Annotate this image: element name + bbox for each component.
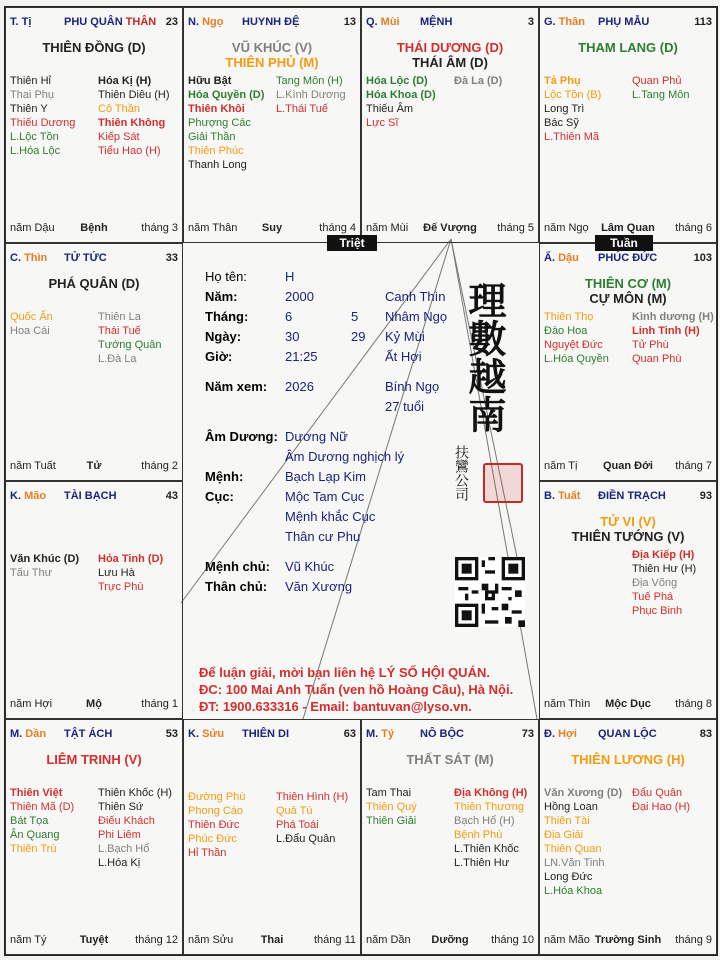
- minor-star: Bạch Hổ (H): [454, 815, 515, 827]
- than-chu-label: Thân chủ:: [205, 579, 268, 594]
- minor-star: Tướng Quân: [98, 339, 162, 351]
- palace-age: 53: [165, 728, 178, 740]
- palace-footer: [10, 460, 178, 474]
- minor-star: Thiên Khốc (H): [98, 787, 172, 799]
- palace-age: 13: [343, 16, 356, 28]
- main-star: VŨ KHÚC (V): [231, 40, 313, 55]
- tuan-tag: Tuần: [595, 235, 653, 251]
- palace-age: 43: [165, 490, 178, 502]
- minor-star: Thiên Đức: [188, 819, 240, 831]
- minor-star: Thiên Quý: [366, 801, 417, 813]
- main-star: THIÊN PHỦ (M): [225, 55, 319, 70]
- minor-star: Đại Hao (H): [632, 801, 691, 813]
- palace-name: PHÚC ĐỨC: [598, 252, 658, 264]
- minor-star: Quan Phù: [632, 353, 682, 365]
- branch-label: C. Thìn: [10, 252, 48, 264]
- minor-star: LN.Văn Tinh: [544, 857, 605, 869]
- month-label: tháng 12: [135, 934, 178, 946]
- minor-star: Thiên Khôi: [188, 103, 245, 115]
- palace-header: [188, 16, 356, 30]
- minor-star: Lộc Tồn (B): [544, 89, 602, 101]
- palace-footer: [544, 934, 712, 948]
- palace-header: [544, 728, 712, 742]
- nam-am-lich: Canh Thìn: [385, 289, 446, 304]
- menh-label: Mệnh:: [205, 469, 244, 484]
- minor-star: Linh Tinh (H): [632, 325, 700, 337]
- menh-chu-value: Vũ Khúc: [285, 559, 335, 574]
- minor-star: L.Đẩu Quân: [276, 833, 336, 845]
- phase-label: Tử: [86, 460, 102, 472]
- minor-star: Hoa Cái: [10, 325, 50, 337]
- palace-age: 93: [699, 490, 712, 502]
- thang-label: Tháng:: [205, 309, 249, 324]
- palace-mao: [5, 481, 183, 719]
- palace-age: 113: [694, 16, 712, 28]
- minor-star: Địa Không (H): [454, 787, 528, 799]
- minor-star: Thai Phụ: [10, 89, 55, 101]
- cuc-value: Mộc Tam Cục: [285, 489, 365, 504]
- year-label: năm Tý: [10, 934, 47, 946]
- minor-star: Thiên Tài: [544, 815, 590, 827]
- palace-header: [544, 252, 712, 266]
- minor-star: Thiên Việt: [10, 787, 63, 799]
- phase-label: Lâm Quan: [601, 222, 655, 234]
- minor-star: L.Hóa Lộc: [10, 145, 61, 157]
- minor-star: Phục Binh: [632, 605, 683, 617]
- minor-star: Trực Phù: [98, 581, 144, 593]
- palace-footer: [188, 222, 356, 236]
- branch-label: M. Tý: [366, 728, 395, 740]
- thang-value: 6: [285, 309, 293, 324]
- palace-age: 3: [527, 16, 534, 28]
- minor-star: Điếu Khách: [98, 815, 155, 827]
- palace-age: 103: [693, 252, 712, 264]
- palace-mui: [361, 7, 539, 243]
- branch-label: N. Ngọ: [188, 16, 224, 28]
- year-label: năm Thân: [188, 222, 238, 234]
- phase-label: Mộ: [86, 698, 102, 710]
- palace-footer: [10, 698, 178, 712]
- minor-star: Thiên Không: [98, 117, 166, 129]
- minor-star: Tang Môn (H): [276, 75, 343, 87]
- minor-star: Thái Tuế: [98, 325, 141, 337]
- minor-star: Quả Tú: [276, 805, 313, 817]
- minor-star: Văn Khúc (D): [10, 553, 80, 565]
- minor-star: Kiếp Sát: [98, 131, 140, 143]
- branch-label: G. Thân: [544, 16, 585, 28]
- minor-star: Bát Tọa: [10, 815, 49, 827]
- minor-star: Thiên Hình (H): [276, 791, 349, 803]
- contact-line-3: ĐT: 1900.633316 - Email: bantuvan@lyso.vn.: [199, 699, 472, 714]
- nam-label: Năm:: [205, 289, 238, 304]
- year-label: năm Mão: [544, 934, 590, 946]
- minor-star: Thiên Quan: [544, 843, 602, 855]
- minor-star: Hóa Quyền (D): [188, 89, 265, 101]
- minor-star: Hồng Loan: [544, 801, 598, 813]
- palace-name: TÀI BẠCH: [64, 490, 117, 502]
- palace-age: 83: [699, 728, 712, 740]
- minor-star: Phượng Các: [188, 117, 251, 129]
- year-label: năm Dần: [366, 934, 411, 946]
- phase-label: Đế Vượng: [423, 222, 477, 234]
- minor-star: Thiên Thọ: [544, 311, 594, 323]
- branch-label: K. Mão: [10, 490, 47, 502]
- minor-star: Hỏa Tinh (D): [98, 553, 164, 565]
- minor-star: L.Hóa Quyền: [544, 353, 609, 365]
- year-label: năm Dậu: [10, 222, 55, 234]
- palace-dan: [5, 719, 183, 955]
- phase-label: Bệnh: [80, 222, 108, 234]
- nam-xem-label: Năm xem:: [205, 379, 268, 394]
- minor-star: L.Thiên Mã: [544, 131, 600, 143]
- minor-star: Thiên Mã (D): [10, 801, 75, 813]
- gio-am-lich: Ất Hợi: [385, 349, 422, 364]
- minor-star: Thiên Thương: [454, 801, 525, 813]
- palace-hoi: [539, 719, 717, 955]
- palace-header: [10, 16, 178, 30]
- minor-star: Thiên Phúc: [188, 145, 244, 157]
- minor-star: Nguyệt Đức: [544, 339, 603, 351]
- palace-age: 73: [521, 728, 534, 740]
- minor-star: Đường Phù: [188, 791, 246, 803]
- minor-star: Tả Phụ: [544, 75, 581, 87]
- minor-star: Tử Phù: [632, 339, 669, 351]
- branch-label: B. Tuất: [544, 490, 581, 502]
- main-star: THÁI DƯƠNG (D): [396, 40, 504, 55]
- minor-star: Đào Hoa: [544, 325, 588, 337]
- contact-line-1: Để luận giải, mời bạn liên hệ LÝ SỐ HỘI QUÁN.: [199, 665, 490, 680]
- palace-dau: [539, 243, 717, 481]
- seal-subtext: 扶鸞公司: [453, 445, 469, 501]
- minor-star: Kình dương (H): [632, 311, 714, 323]
- main-star: THIÊN ĐỒNG (D): [42, 40, 146, 55]
- minor-star: Long Đức: [544, 871, 593, 883]
- gio-label: Giờ:: [205, 349, 233, 364]
- minor-star: Lực Sĩ: [366, 117, 399, 129]
- contact-line-2: ĐC: 100 Mai Anh Tuấn (ven hồ Hoàng Cầu), Hà Nội.: [199, 682, 514, 697]
- palace-name: TỬ TỨC: [64, 252, 107, 264]
- year-label: năm Sửu: [188, 934, 234, 946]
- qr-code: [455, 557, 525, 627]
- branch-label: T. Tị: [10, 16, 32, 28]
- minor-star: Quốc Ấn: [10, 311, 53, 323]
- main-star: PHÁ QUÂN (D): [48, 276, 140, 291]
- minor-star: Phong Cáo: [188, 805, 244, 817]
- minor-star: Phá Toái: [276, 819, 319, 831]
- branch-label: Đ. Hợi: [544, 728, 577, 740]
- triet-tag: Triệt: [327, 235, 377, 251]
- minor-star: L.Tang Môn: [632, 89, 690, 101]
- am-duong-label: Âm Dương:: [205, 429, 278, 444]
- center-panel: [185, 245, 541, 719]
- ngay-am-lich: Kỷ Mùi: [385, 329, 425, 344]
- minor-star: Văn Xương (D): [544, 787, 623, 799]
- minor-star: L.Hóa Kị: [98, 857, 141, 869]
- minor-star: Tấu Thư: [10, 567, 53, 579]
- minor-star: Hỉ Thần: [188, 847, 227, 859]
- nam-xem-value: 2026: [285, 379, 314, 394]
- gio-value: 21:25: [285, 349, 318, 364]
- minor-star: Hữu Bật: [188, 75, 232, 87]
- horoscope-chart: [4, 6, 718, 956]
- year-label: năm Tị: [544, 460, 578, 472]
- minor-star: Thiên Hư (H): [632, 563, 697, 575]
- minor-star: Ân Quang: [10, 829, 60, 841]
- palace-name: TẬT ÁCH: [64, 728, 113, 740]
- main-star: THIÊN CƠ (M): [584, 276, 672, 291]
- month-label: tháng 9: [675, 934, 712, 946]
- minor-star: Tuế Phá: [632, 591, 674, 603]
- minor-star: Thiếu Dương: [10, 117, 76, 129]
- minor-star: Thiên La: [98, 311, 141, 323]
- minor-star: Phúc Đức: [188, 833, 237, 845]
- month-label: tháng 4: [319, 222, 356, 234]
- minor-star: L.Kình Dương: [276, 89, 346, 101]
- am-duong-value: Dương Nữ: [285, 429, 348, 444]
- palace-name: PHỤ MẪU: [598, 16, 650, 28]
- am-duong-note: Âm Dương nghịch lý: [285, 449, 405, 464]
- palace-name: ĐIỀN TRẠCH: [598, 490, 666, 502]
- palace-header: [188, 728, 356, 742]
- palace-ty: [361, 719, 539, 955]
- minor-star: L.Thái Tuế: [276, 103, 328, 115]
- menh-value: Bạch Lạp Kim: [285, 469, 366, 484]
- palace-tuat: [539, 481, 717, 719]
- palace-header: [10, 490, 178, 504]
- palace-age: 63: [343, 728, 356, 740]
- palace-name: NÔ BỘC: [420, 728, 464, 740]
- main-star: TỬ VI (V): [600, 514, 656, 529]
- minor-star: Phi Liêm: [98, 829, 141, 841]
- minor-star: Thiên Diêu (H): [98, 89, 170, 101]
- palace-name: THIÊN DI: [242, 728, 290, 740]
- ngay-value: 30: [285, 329, 300, 344]
- branch-label: Ấ. Dậu: [544, 252, 579, 264]
- minor-star: Thiếu Âm: [366, 103, 414, 115]
- palace-header: [10, 728, 178, 742]
- ho-ten-value: H: [285, 269, 295, 284]
- palace-footer: [10, 222, 178, 236]
- menh-chu-label: Mệnh chủ:: [205, 559, 270, 574]
- phase-label: Dưỡng: [431, 934, 469, 946]
- palace-header: [544, 16, 712, 30]
- phase-label: Thai: [260, 934, 284, 946]
- minor-star: Giải Thần: [188, 131, 236, 143]
- month-label: tháng 10: [491, 934, 534, 946]
- palace-footer: [188, 934, 356, 948]
- red-seal-stamp: [483, 463, 523, 503]
- palace-than: [539, 7, 717, 243]
- calligraphy-logo: 理數越南: [462, 281, 507, 433]
- minor-star: L.Lộc Tồn: [10, 131, 59, 143]
- palace-name: HUYNH ĐỆ: [242, 16, 300, 28]
- palace-thin: [5, 243, 183, 481]
- palace-footer: [10, 934, 178, 948]
- phase-label: Mộc Dục: [605, 698, 651, 710]
- nam-xem-am-lich: Bính Ngọ: [385, 379, 440, 394]
- palace-footer: [544, 698, 712, 712]
- palace-ngo: [183, 7, 361, 243]
- minor-star: Địa Võng: [632, 577, 678, 589]
- minor-star: Quan Phủ: [632, 75, 682, 87]
- month-label: tháng 8: [675, 698, 712, 710]
- ngay-label: Ngày:: [205, 329, 242, 344]
- than-cu-note: Thân cư Phu: [285, 529, 361, 544]
- main-star: THẤT SÁT (M): [406, 752, 494, 767]
- palace-age: 23: [165, 16, 178, 28]
- thang-am-lich: Nhâm Ngọ: [385, 309, 448, 324]
- palace-name: PHU QUÂN THÂN: [64, 16, 157, 28]
- minor-star: L.Hóa Khoa: [544, 885, 603, 897]
- palace-footer: [544, 222, 712, 236]
- minor-star: Long Trì: [544, 103, 585, 115]
- minor-star: Bệnh Phù: [454, 829, 503, 841]
- minor-star: Tiểu Hao (H): [98, 145, 161, 157]
- than-chu-value: Văn Xương: [285, 579, 353, 594]
- ngay-am-num: 29: [351, 329, 366, 344]
- month-label: tháng 3: [141, 222, 178, 234]
- branch-label: M. Dần: [10, 728, 47, 740]
- minor-star: Đẩu Quân: [632, 787, 683, 799]
- main-star: THAM LANG (D): [578, 40, 678, 55]
- minor-star: Địa Kiếp (H): [632, 549, 695, 561]
- branch-label: Q. Mùi: [366, 16, 400, 28]
- minor-star: Thiên Hỉ: [10, 75, 51, 87]
- minor-star: Đà La (D): [454, 75, 503, 87]
- month-label: tháng 2: [141, 460, 178, 472]
- minor-star: L.Bạch Hổ: [98, 843, 150, 855]
- main-star: CỰ MÔN (M): [589, 291, 667, 306]
- year-label: năm Thìn: [544, 698, 591, 710]
- main-star: LIÊM TRINH (V): [46, 752, 142, 767]
- thang-am-num: 5: [351, 309, 359, 324]
- minor-star: Thiên Sứ: [98, 801, 144, 813]
- month-label: tháng 7: [675, 460, 712, 472]
- month-label: tháng 5: [497, 222, 534, 234]
- minor-star: Bác Sỹ: [544, 117, 579, 129]
- palace-header: [544, 490, 712, 504]
- phase-label: Trường Sinh: [594, 934, 662, 946]
- minor-star: Thiên Y: [10, 103, 48, 115]
- minor-star: Thiên Giải: [366, 815, 417, 827]
- phase-label: Suy: [261, 222, 283, 234]
- palace-suu: [183, 719, 361, 955]
- minor-star: Thanh Long: [188, 159, 247, 171]
- palace-name: QUAN LỘC: [598, 728, 657, 740]
- palace-name: MỆNH: [420, 16, 453, 28]
- minor-star: Địa Giải: [544, 829, 584, 841]
- palace-footer: [366, 222, 534, 236]
- nam-value: 2000: [285, 289, 314, 304]
- palace-header: [10, 252, 178, 266]
- minor-star: L.Thiên Hư: [454, 857, 510, 869]
- branch-label: K. Sửu: [188, 728, 225, 740]
- month-label: tháng 1: [141, 698, 178, 710]
- ho-ten-label: Họ tên:: [205, 269, 247, 284]
- phase-label: Quan Đới: [603, 460, 653, 472]
- cuc-label: Cục:: [205, 489, 234, 504]
- minor-star: Lưu Hà: [98, 567, 135, 579]
- minor-star: L.Thiên Khốc: [454, 843, 519, 855]
- main-star: THIÊN TƯỚNG (V): [571, 529, 685, 544]
- palace-header: [366, 16, 534, 30]
- minor-star: Cô Thần: [98, 103, 140, 115]
- palace-ti: [5, 7, 183, 243]
- month-label: tháng 11: [313, 934, 356, 946]
- main-star: THIÊN LƯƠNG (H): [571, 752, 685, 767]
- minor-star: L.Đà La: [98, 353, 137, 365]
- palace-header: [366, 728, 534, 742]
- palace-age: 33: [165, 252, 178, 264]
- minor-star: Hóa Kị (H): [98, 75, 152, 87]
- year-label: năm Hợi: [10, 698, 53, 710]
- cuc-note: Mệnh khắc Cục: [285, 509, 376, 524]
- month-label: tháng 6: [675, 222, 712, 234]
- year-label: năm Ngọ: [544, 222, 589, 234]
- year-label: năm Tuất: [10, 460, 56, 472]
- phase-label: Tuyệt: [79, 934, 109, 946]
- minor-star: Hóa Lộc (D): [366, 75, 428, 87]
- year-label: năm Mùi: [366, 222, 409, 234]
- minor-star: Tam Thai: [366, 787, 412, 799]
- palace-footer: [366, 934, 534, 948]
- tuoi-value: 27 tuổi: [385, 399, 425, 414]
- minor-star: Hóa Khoa (D): [366, 89, 436, 101]
- palace-footer: [544, 460, 712, 474]
- minor-star: Thiên Trù: [10, 843, 57, 855]
- main-star: THÁI ÂM (D): [412, 55, 488, 70]
